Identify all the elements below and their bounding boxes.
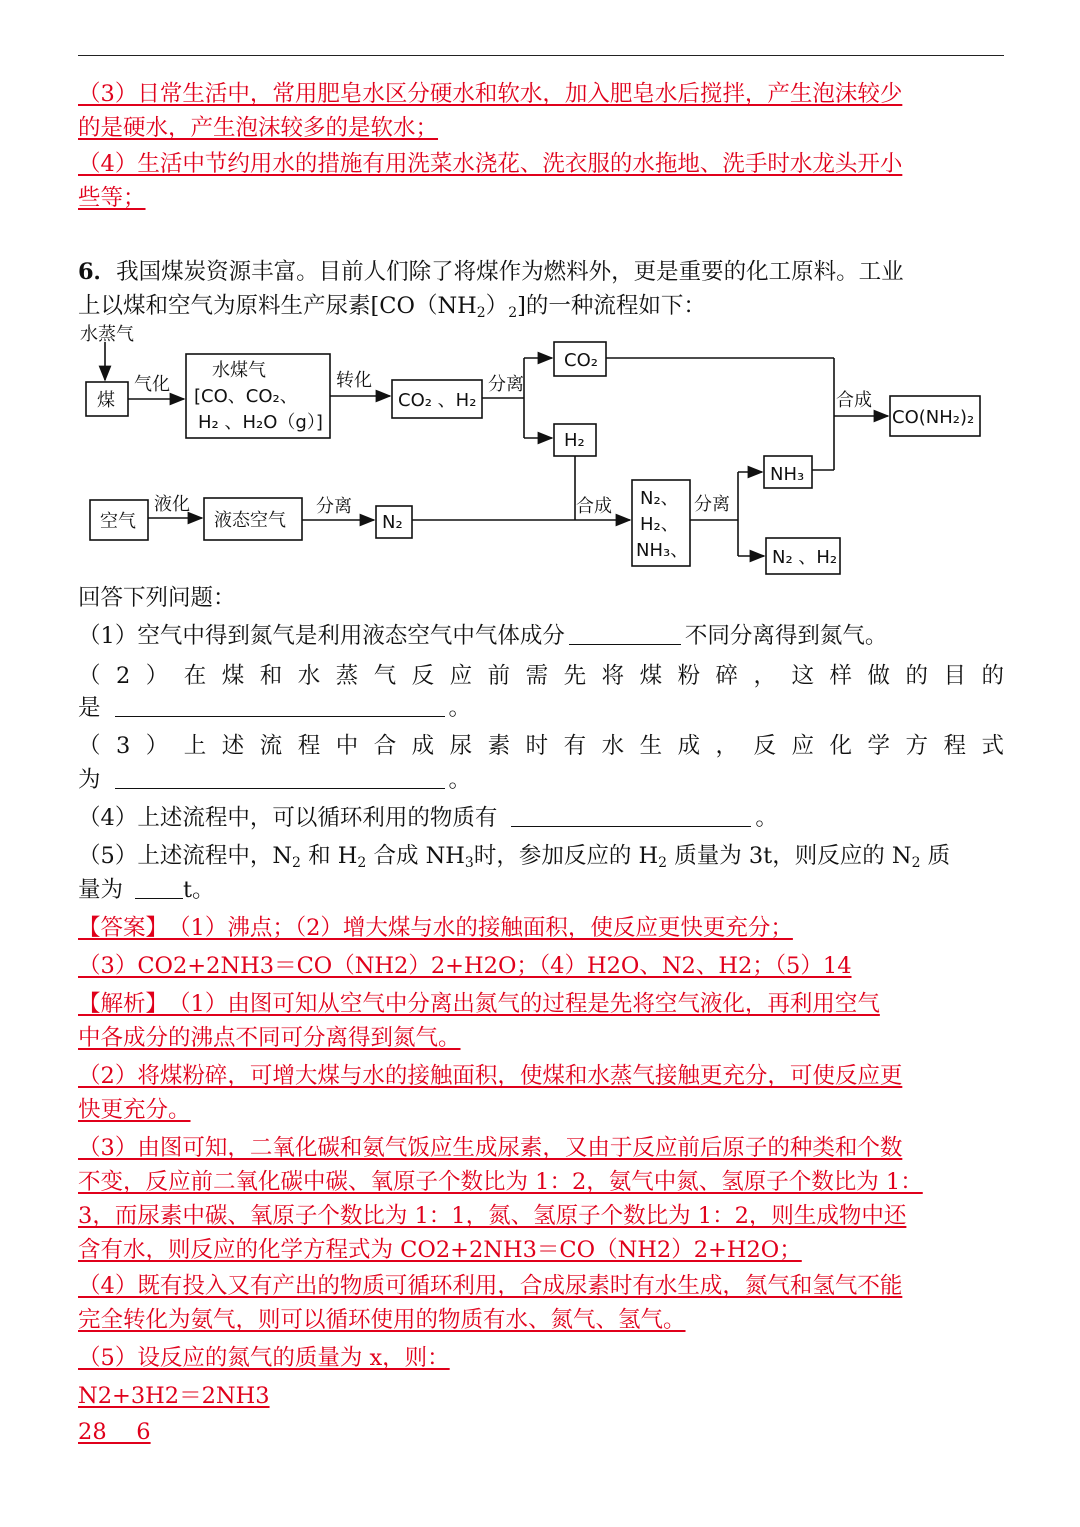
answer-intro: 回答下列问题：	[78, 585, 236, 611]
spread-char: 成	[411, 733, 435, 759]
node-nh3: NH₃	[770, 464, 805, 485]
header-rule	[78, 55, 1004, 56]
subq-5-line1: （5）上述流程中，$N_2$ 和 $H_2$ 合成 $NH_3$时，参加反应的 $H_2$ 质量为 3t，则反应的 $N_2$ 质	[78, 843, 951, 871]
spread-char: 先	[563, 663, 587, 689]
label-synth-2: 合成	[576, 496, 612, 517]
spread-char: 程	[943, 733, 966, 759]
question-number: 6．	[78, 259, 117, 285]
spread-char: 合	[373, 733, 397, 759]
spread-char: 应	[449, 663, 473, 689]
answer-line2: （3）CO2+2NH3＝CO（NH2）2+H2O；（4）H2O、N2、H2；（5）14	[78, 953, 852, 979]
spread-char: 水	[297, 663, 321, 689]
subq-3-line1	[78, 730, 1004, 762]
analysis-line6: 不变，反应前二氧化碳中碳、氧原子个数比为 1：2，氨气中氮、氢原子个数比为 1：	[78, 1169, 923, 1195]
node-liquid-air: 液态空气	[214, 510, 286, 531]
prev-answer-q4-line1: （4）生活中节约用水的措施有用洗菜水浇花、洗衣服的水拖地、洗手时水龙头开小	[78, 151, 903, 177]
label-synth-1: 合成	[836, 390, 872, 411]
label-separate-3: 分离	[694, 494, 730, 515]
label-steam: 水蒸气	[80, 324, 134, 345]
flow-diagram	[78, 322, 1004, 582]
spread-char: 2	[115, 663, 131, 689]
spread-char: 式	[981, 733, 1004, 759]
analysis-equation: N2+3H2＝2NH3	[78, 1383, 270, 1409]
analysis-line9: （4）既有投入又有产出的物质可循环利用，合成尿素时有水生成，氮气和氢气不能	[78, 1273, 903, 1299]
spread-char: 流	[259, 733, 283, 759]
spread-char: 煤	[639, 663, 663, 689]
spread-char: 程	[297, 733, 321, 759]
prev-answer-q3-line2: 的是硬水，产生泡沫较多的是软水；	[78, 115, 439, 141]
node-mix-line3: NH₃、	[636, 540, 689, 561]
spread-char: 在	[183, 663, 207, 689]
spread-char: 这	[791, 663, 815, 689]
answer-blank-4[interactable]	[511, 804, 751, 827]
spread-char: 和	[259, 663, 283, 689]
analysis-line8: 含有水，则反应的化学方程式为 CO2+2NH3＝CO（NH2）2+H2O；	[78, 1237, 802, 1263]
spread-char: 前	[487, 663, 511, 689]
spread-char: 学	[867, 733, 890, 759]
node-mix-line1: N₂、	[640, 488, 679, 509]
spread-char: （	[78, 733, 101, 759]
node-co2-h2: CO₂ 、H₂	[398, 390, 477, 411]
label-convert: 转化	[336, 370, 372, 391]
answer-blank-2[interactable]	[115, 694, 445, 717]
analysis-masses: 28 6	[78, 1419, 151, 1445]
spread-char: ）	[145, 663, 169, 689]
spread-char: 粉	[677, 663, 701, 689]
subq-5-line2: 量为 t。	[78, 877, 215, 903]
spread-char: 反	[411, 663, 435, 689]
node-air: 空气	[100, 511, 136, 532]
question-stem-line1: 6．我国煤炭资源丰富。目前人们除了将煤作为燃料外，更是重要的化工原料。工业	[78, 259, 904, 285]
spread-char: 有	[563, 733, 587, 759]
label-gasify: 气化	[134, 374, 170, 395]
spread-char: 蒸	[335, 663, 359, 689]
subq-3-line2: 为 。	[78, 767, 472, 793]
spread-char: 将	[601, 663, 625, 689]
spread-char: 气	[373, 663, 397, 689]
spread-char: 方	[905, 733, 928, 759]
spread-char: 样	[829, 663, 853, 689]
spread-char: 做	[867, 663, 890, 689]
analysis-line2: 中各成分的沸点不同可分离得到氮气。	[78, 1025, 461, 1051]
spread-char: 应	[791, 733, 815, 759]
spread-char: 尿	[449, 733, 473, 759]
spread-char: 目	[943, 663, 966, 689]
node-n2: N₂	[382, 512, 403, 533]
answer-blank-1[interactable]	[569, 622, 681, 645]
analysis-line5: （3）由图可知，二氧化碳和氨气饭应生成尿素，又由于反应前后原子的种类和个数	[78, 1135, 903, 1161]
node-water-gas-title: 水煤气	[212, 360, 266, 381]
node-water-gas-line2: H₂ 、H₂O（g）]	[198, 412, 323, 433]
spread-char: 化	[829, 733, 853, 759]
node-coal: 煤	[97, 390, 115, 411]
analysis-line1: 【解析】 （1）由图可知从空气中分离出氮气的过程是先将空气液化，再利用空气	[78, 991, 880, 1017]
analysis-line11: （5）设反应的氮气的质量为 x，则：	[78, 1345, 450, 1371]
subq-2-line1	[78, 660, 1004, 692]
label-separate-1: 分离	[488, 374, 524, 395]
spread-char: 中	[335, 733, 359, 759]
prev-answer-q4-line2: 些等；	[78, 185, 146, 211]
spread-char: 水	[601, 733, 625, 759]
analysis-line3: （2）将煤粉碎，可增大煤与水的接触面积，使煤和水蒸气接触更充分，可使反应更	[78, 1063, 903, 1089]
analysis-line10: 完全转化为氨气，则可以循环使用的物质有水、氮气、氢气。	[78, 1307, 686, 1333]
spread-char: ，	[715, 733, 739, 759]
prev-answer-q3-line1: （3）日常生活中，常用肥皂水区分硬水和软水，加入肥皂水后搅拌，产生泡沫较少	[78, 81, 903, 107]
spread-char: 上	[183, 733, 207, 759]
node-h2: H₂	[564, 430, 585, 451]
spread-char: ）	[145, 733, 169, 759]
node-co2: CO₂	[564, 350, 598, 371]
analysis-line7: 3，而尿素中碳、氧原子个数比为 1：1，氮、氢原子个数比为 1：2，则生成物中还	[78, 1203, 907, 1229]
node-n2-h2: N₂ 、H₂	[772, 547, 838, 568]
answer-blank-5[interactable]	[135, 876, 183, 899]
answer-blank-3[interactable]	[115, 766, 445, 789]
spread-char: 成	[677, 733, 701, 759]
subq-4: （4）上述流程中，可以循环利用的物质有 。	[78, 805, 778, 831]
node-water-gas-line1: [CO、CO₂、	[194, 386, 298, 407]
analysis-line4: 快更充分。	[78, 1097, 191, 1123]
spread-char: 3	[115, 733, 131, 759]
spread-char: 的	[981, 663, 1004, 689]
answer-line1: 【答案】 （1）沸点；（2）增大煤与水的接触面积，使反应更快更充分；	[78, 915, 793, 941]
spread-char: 素	[487, 733, 511, 759]
subq-1: （1）空气中得到氮气是利用液态空气中气体成分 不同分离得到氮气。	[78, 623, 888, 649]
document-page	[78, 0, 1004, 1527]
subq-2-line2: 是 。	[78, 695, 472, 721]
spread-char: 的	[905, 663, 928, 689]
spread-char: 煤	[221, 663, 245, 689]
spread-char: 碎	[715, 663, 739, 689]
node-urea: CO(NH₂)₂	[892, 407, 975, 428]
question-stem-line2: 上以煤和空气为原料生产尿素$[CO(NH_2)_2]$的一种流程如下：	[78, 293, 706, 321]
spread-char: 述	[221, 733, 245, 759]
label-liquefy: 液化	[154, 494, 190, 515]
spread-char: ，	[753, 663, 777, 689]
spread-char: 反	[753, 733, 777, 759]
node-mix-line2: H₂、	[640, 514, 679, 535]
spread-char: （	[78, 663, 101, 689]
spread-char: 需	[525, 663, 549, 689]
spread-char: 时	[525, 733, 549, 759]
label-separate-2: 分离	[316, 496, 352, 517]
spread-char: 生	[639, 733, 663, 759]
